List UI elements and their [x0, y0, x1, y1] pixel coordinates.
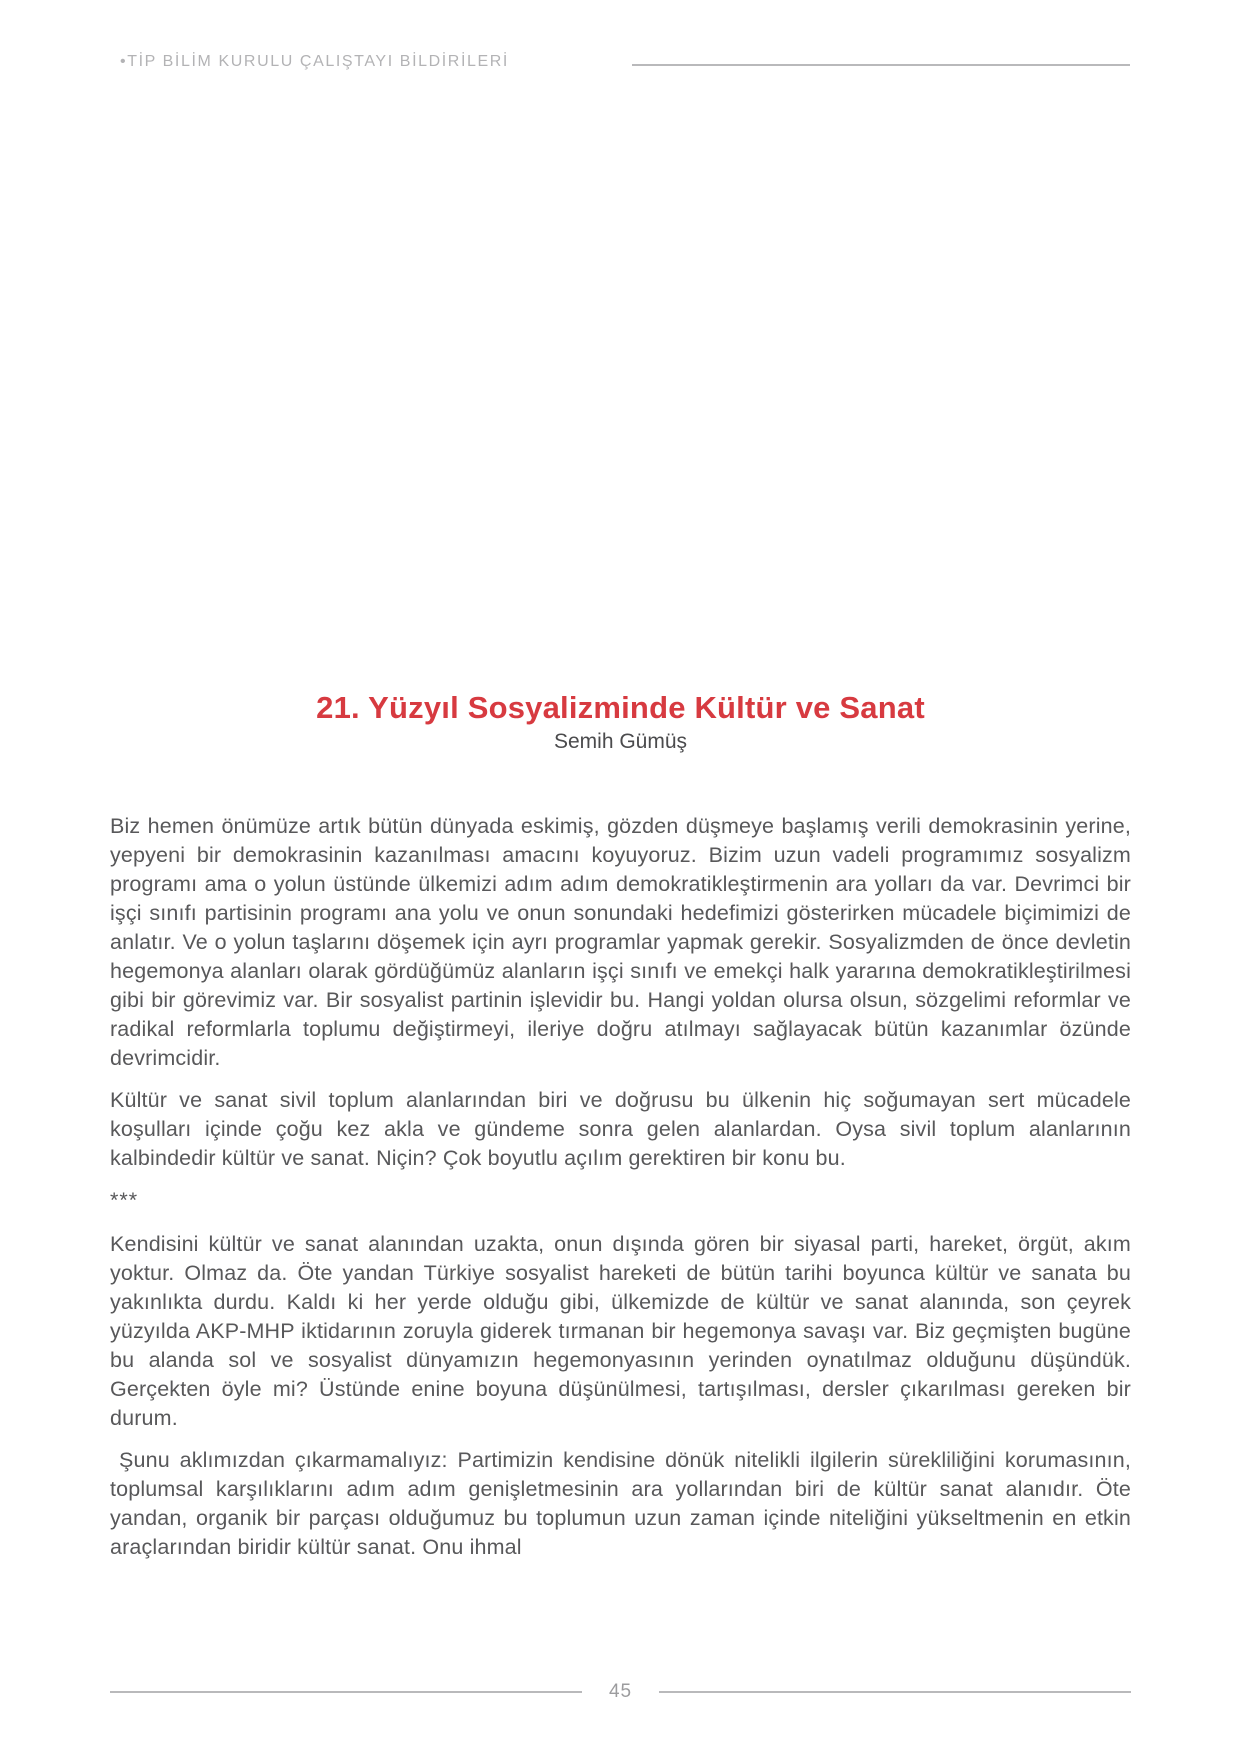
header-rule [632, 64, 1130, 66]
page-number: 45 [608, 1681, 633, 1702]
running-header: •TİP BİLİM KURULU ÇALIŞTAYI BİLDİRİLERİ [120, 53, 509, 70]
footer-rule-left [110, 1691, 582, 1693]
article-author: Semih Gümüş [553, 730, 688, 753]
article-body [110, 812, 1131, 1575]
footer-rule-right [659, 1691, 1131, 1693]
section-separator: *** [110, 1188, 139, 1212]
paragraph: Kültür ve sanat sivil toplum alanlarından biri ve doğrusu bu ülkenin hiç soğumayan sert mücadele koşulları içinde çoğu kez akla ve gündeme sonra gelen alanlardan. Oysa sivil toplum alanlarının kalbindedir kültür ve sanat. Niçin? Çok boyutlu açılım gerektiren bir konu bu. [110, 1088, 1131, 1170]
paragraph: Şunu aklımızdan çıkarmamalıyız: Partimizin kendisine dönük nitelikli ilgilerin sürekliliğini korumasının, toplumsal karşılıklarını adım adım genişletmesinin ara yollarından biri de kültür sanat alanıdır. Öte yandan, organik bir parçası olduğumuz bu toplumun uzun zaman içinde niteliğini yükseltmenin en etkin araçlarından biridir kültür sanat. Onu ihmal [110, 1448, 1131, 1559]
title-block [110, 691, 1131, 754]
page-footer [110, 1681, 1131, 1703]
article-title: 21. Yüzyıl Sosyalizminde Kültür ve Sanat [316, 690, 925, 725]
paragraph: Kendisini kültür ve sanat alanından uzakta, onun dışında gören bir siyasal parti, hareket, örgüt, akım yoktur. Olmaz da. Öte yandan Türkiye sosyalist hareketi de bütün tarihi boyunca kültür ve sanata bu yakınlıkta durdu. Kaldı ki her yerde olduğu gibi, ülkemizde de kültür ve sanat alanında, son çeyrek yüzyılda AKP-MHP iktidarının zoruyla giderek tırmanan bir hegemonya savaşı var. Biz geçmişten bugüne bu alanda sol ve sosyalist dünyamızın hegemonyasının yerinden oynatılmaz olduğunu düşündük. Gerçekten öyle mi? Üstünde enine boyuna düşünülmesi, tartışılması, dersler çıkarılması gereken bir durum. [110, 1232, 1131, 1430]
paragraph: Biz hemen önümüze artık bütün dünyada eskimiş, gözden düşmeye başlamış verili demokrasinin yerine, yepyeni bir demokrasinin kazanılması amacını koyuyoruz. Bizim uzun vadeli programımız sosyalizm programı ama o yolun üstünde ülkemizi adım adım demokratikleştirmenin ara yolları da var. Devrimci bir işçi sınıfı partisinin programı ana yolu ve onun sonundaki hedefimizi gösterirken mücadele biçimimizi de anlatır. Ve o yolun taşlarını döşemek için ayrı programlar yapmak gerekir. Sosyalizmden de önce devletin hegemonya alanları olarak gördüğümüz alanların işçi sınıfı ve emekçi halk yararına demokratikleştirilmesi gibi bir görevimiz var. Bir sosyalist partinin işlevidir bu. Hangi yoldan olursa olsun, sözgelimi reformlar ve radikal reformlarla toplumu değiştirmeyi, ileriye doğru atılmayı sağlayacak bütün kazanımlar özünde devrimcidir. [110, 814, 1131, 1070]
